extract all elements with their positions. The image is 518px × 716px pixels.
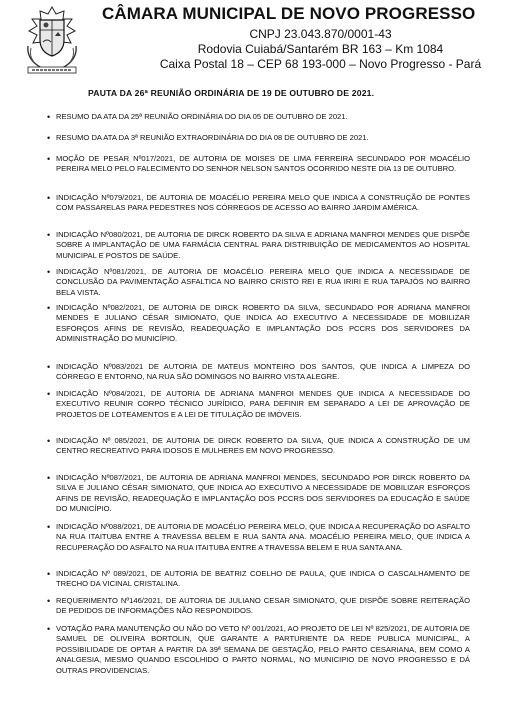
agenda-item: • INDICAÇÃO Nº088/2021, DE AUTORIA DE MOACÉLIO PEREIRA MELO, QUE INDICA A RECUPERAÇÃO DO ASFALTO NA RUA ITAITUBA ENTRE A TRAVESSA BELEM E RUA SANTA ANA. MOACÉLIO PEREIRA MELO, QUE INDICA A RECUPERAÇÃO DO ASFALTO NA RUA ITAITUBA ENTRE A TRAVESSA BELEM E RUA SANTA ANA. xyxy=(56,522,470,553)
agenda-item: • INDICAÇÃO Nº087/2021, DE AUTORIA DE ADRIANA MANFROI MENDES, SECUNDADO POR DIRCK ROBERTO DA SILVA E JULIANO CÉSAR SIMIONATO, QUE INDICA AO EXECUTIVO A NECESSIDADE DE MOBILIZAR ESFORÇOS AFINS DE REVISÃO, READEQUAÇÃO E IMPLANTAÇÃO DOS PCCRS DOS SERVIDORES DA EDUCAÇÃO E SAÚDE DO MUNICÍPIO. xyxy=(56,473,470,515)
agenda-item: • INDICAÇÃO Nº079/2021, DE AUTORIA DE MOACÉLIO PEREIRA MELO QUE INDICA A CONSTRUÇÃO DE PONTES COM PASSARELAS PARA PEDESTRES NOS CÓRREGOS DE ACESSO AO BAIRRO JARDIM AMÉRICA. xyxy=(56,193,470,214)
agenda-item: • INDICAÇÃO Nº080/2021, DE AUTORIA DE DIRCK ROBERTO DA SILVA E ADRIANA MANFROI MENDES QUE DISPÕE SOBRE A IMPLANTAÇÃO DE UMA FARMÁCIA CENTRAL PARA DISTRIBUIÇÃO DE MEDICAMENTOS AO HOSPITAL MUNICIPAL E POSTOS DE SAÚDE. xyxy=(56,230,470,261)
agenda-item: • INDICAÇÃO Nº 085/2021, DE AUTORIA DE DIRCK ROBERTO DA SILVA, QUE INDICA A CONSTRUÇÃO DE UM CENTRO RECREATIVO PARA IDOSOS E MULHERES EM NOVO PROGRESSO. xyxy=(56,436,470,457)
agenda-item: • RESUMO DA ATA DA 3ª REUNIÃO EXTRAORDINÁRIA DO DIA 08 DE OUTUBRO DE 2021. xyxy=(56,133,470,143)
agenda-item: • VOTAÇÃO PARA MANUTENÇÃO OU NÃO DO VETO Nº 001/2021, AO PROJETO DE LEI Nº 825/2021, DE AUTORIA DE SAMUEL DE OLIVEIRA BORTOLIN, QUE GARANTE A PARTURIENTE DA REDE PUBLICA MUNICIPAL, A POSSIBILIDADE DE OPTAR A PARTIR DA 39ª SEMANA DE GESTAÇÃO, PELO PARTO CESARIANA, BEM COMO A ANALGESIA, MESMO QUANDO ESCOLHIDO O PARTO NORMAL, NO MUNICIPIO DE NOVO PROGRESSO E DÁ OUTRAS PROVIDENCIAS. xyxy=(56,624,470,676)
cnpj-line: CNPJ 23.043.870/0001-43 xyxy=(249,27,392,41)
agenda-item: • RESUMO DA ATA DA 25ª REUNIÃO ORDINÁRIA DO DIA 05 DE OUTUBRO DE 2021. xyxy=(56,112,470,122)
postal-line: Caixa Postal 18 – CEP 68 193-000 – Novo Progresso - Pará xyxy=(159,57,482,71)
institution-title: CÂMARA MUNICIPAL DE NOVO PROGRESSO xyxy=(102,4,476,23)
agenda-item: • INDICAÇÃO Nº084/2021, DE AUTORIA DE ADRIANA MANFROI MENDES QUE INDICA A NECESSIDADE DO EXECUTIVO REUNIR CORPO TÉCNICO JURÍDICO, PARA DEFINIR EM SEPARADO A LEI DE APROVAÇÃO DE PROJETOS DE LOTEAMENTOS E A LEI DE TITULAÇÃO DE IMÓVEIS. xyxy=(56,389,470,420)
agenda-item: • INDICAÇÃO Nº081/2021, DE AUTORIA DE MOACÉLIO PEREIRA MELO QUE INDICA A NECESSIDADE DE CONCLUSÃO DA PAVIMENTAÇÃO ASFALTICA NO BAIRRO CRISTO REI E RUA IRIRI E RUA TAPAJÓS NO BAIRRO BELA VISTA. xyxy=(56,267,470,298)
agenda-item: • INDICAÇÃO Nº082/2021, DE AUTORIA DE DIRCK ROBERTO DA SILVA, SECUNDADO POR ADRIANA MANFROI MENDES E JULIANO CÉSAR SIMIONATO, QUE INDICA AO EXECUTIVO A NECESSIDADE DE MOBILIZAR ESFORÇOS AFINS DE REVISÃO, READEQUAÇÃO E IMPLANTAÇÃO DOS PCCRS DOS SERVIDORES DA ADMINISTRAÇÃO DO MUNICÍPIO. xyxy=(56,303,470,345)
address-line: Rodovia Cuiabá/Santarém BR 163 – Km 1084 xyxy=(197,42,444,56)
agenda-item: • INDICAÇÃO Nº083/2021 DE AUTORIA DE MATEUS MONTEIRO DOS SANTOS, QUE INDICA A LIMPEZA DO CÓRREGO E ENTORNO, NA RUA SÃO DOMINGOS NO BAIRRO VISTA ALEGRE. xyxy=(56,362,470,383)
agenda-title: PAUTA DA 26ª REUNIÃO ORDINÁRIA DE 19 DE OUTUBRO DE 2021. xyxy=(88,88,375,98)
agenda-item: • REQUERIMENTO Nº146/2021, DE AUTORIA DE JULIANO CESAR SIMIONATO, QUE DISPÕE SOBRE REITERAÇÃO DE PEDIDOS DE INFORMAÇÕES NÃO RESPONDIDOS. xyxy=(56,596,470,617)
agenda-item: • MOÇÃO DE PESAR Nº017/2021, DE AUTORIA DE MOISES DE LIMA FERREIRA SECUNDADO POR MOACÉLIO PEREIRA MELO PELO FALECIMENTO DO SENHOR NELSON SANTOS OCORRIDO NESTE DIA 13 DE OUTUBRO. xyxy=(56,154,470,175)
agenda-item: • INDICAÇÃO Nº 089/2021, DE AUTORIA DE BEATRIZ COELHO DE PAULA, QUE INDICA O CASCALHAMENTO DE TRECHO DA VICINAL CRISTALINA. xyxy=(56,569,470,590)
